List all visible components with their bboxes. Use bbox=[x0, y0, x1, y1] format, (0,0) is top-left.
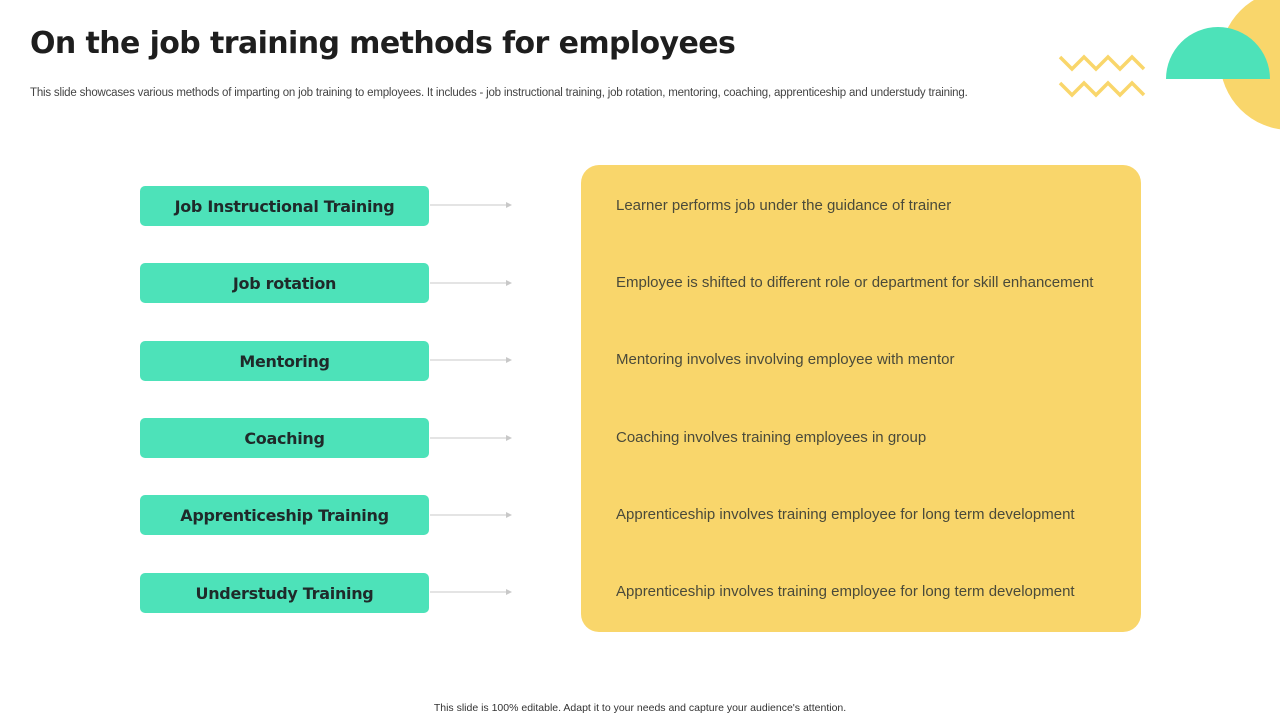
arrow-right-icon bbox=[430, 510, 514, 520]
circle-icon bbox=[1220, 0, 1280, 130]
page-title: On the job training methods for employees bbox=[30, 26, 736, 61]
method-button-job-rotation[interactable]: Job rotation bbox=[140, 263, 429, 303]
method-description: Employee is shifted to different role or department for skill enhancement bbox=[616, 274, 1094, 291]
page-subtitle: This slide showcases various methods of imparting on job training to employees. It includes - job instructional training, job rotation, mentoring, coaching, apprenticeship and understudy training. bbox=[30, 87, 968, 99]
method-description: Apprenticeship involves training employee for long term development bbox=[616, 506, 1075, 523]
method-button-understudy-training[interactable]: Understudy Training bbox=[140, 573, 429, 613]
method-button-coaching[interactable]: Coaching bbox=[140, 418, 429, 458]
method-description: Learner performs job under the guidance of trainer bbox=[616, 197, 952, 214]
method-button-mentoring[interactable]: Mentoring bbox=[140, 341, 429, 381]
zigzag-icon bbox=[1060, 57, 1144, 69]
method-description: Coaching involves training employees in group bbox=[616, 429, 927, 446]
arrow-right-icon bbox=[430, 200, 514, 210]
method-description: Mentoring involves involving employee with mentor bbox=[616, 351, 955, 368]
method-button-apprenticeship-training[interactable]: Apprenticeship Training bbox=[140, 495, 429, 535]
arrow-right-icon bbox=[430, 278, 514, 288]
arrow-right-icon bbox=[430, 433, 514, 443]
semicircle-icon bbox=[1166, 27, 1270, 79]
method-button-job-instructional-training[interactable]: Job Instructional Training bbox=[140, 186, 429, 226]
description-panel bbox=[581, 165, 1141, 632]
method-description: Apprenticeship involves training employee for long term development bbox=[616, 583, 1075, 600]
footer-note: This slide is 100% editable. Adapt it to your needs and capture your audience's attention. bbox=[433, 702, 847, 714]
zigzag-icon bbox=[1060, 83, 1144, 95]
arrow-right-icon bbox=[430, 355, 514, 365]
arrow-right-icon bbox=[430, 587, 514, 597]
